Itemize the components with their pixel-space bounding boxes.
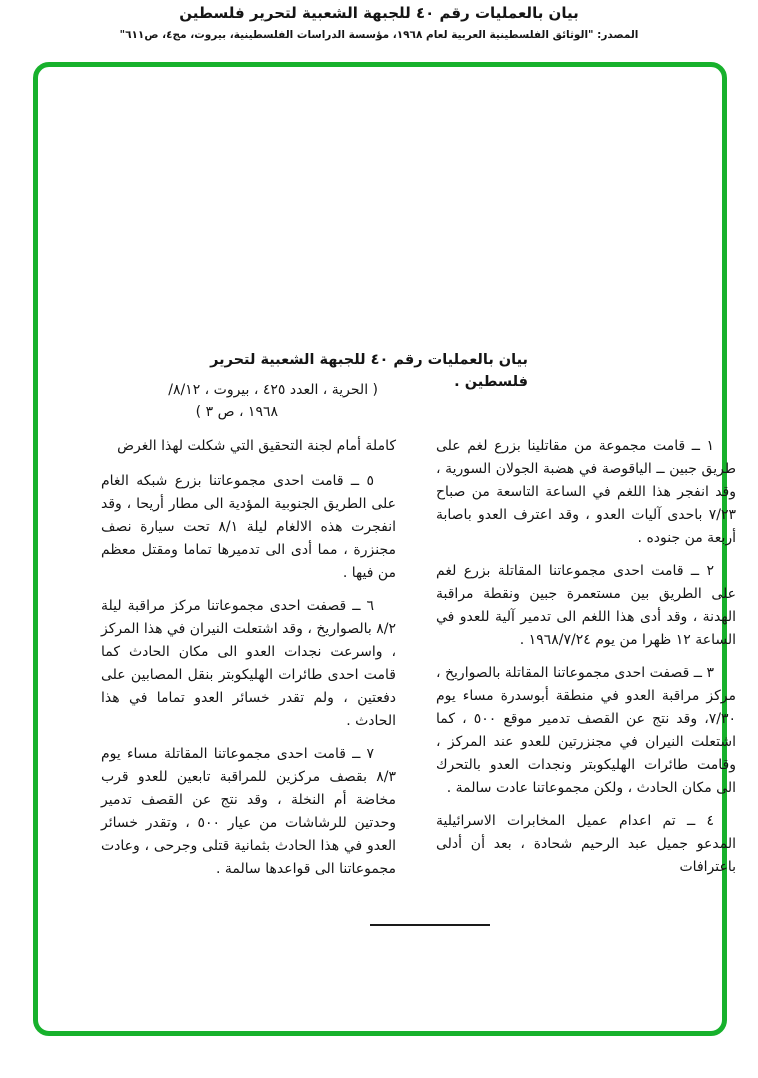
paragraph-4-continuation: كاملة أمام لجنة التحقيق التي شكلت لهذا الغرض — [117, 438, 396, 454]
column-left — [101, 435, 396, 891]
citation-line-2: ١٩٦٨ ، ص ٣ ) — [195, 404, 278, 420]
page-header-source: المصدر: "الوثائق الفلسطينية العربية لعام ١٩٦٨، مؤسسة الدراسات الفلسطينية، بيروت، مج٤، ص٦١١" — [119, 29, 639, 41]
paragraph-1: ١ ــ قامت مجموعة من مقاتلينا بزرع لغم على طريق جبين ــ الياقوصة في هضبة الجولان السورية ، وقد انفجر هذا اللغم في الساعة التاسعة من صباح ٧/٢٣ باحدى آليات العدو ، وقد اعترف العدو باصابة أربعة من جنوده . — [436, 438, 736, 546]
paragraph-7: ٧ ــ قامت احدى مجموعاتنا المقاتلة مساء يوم ٨/٣ بقصف مركزين للمراقبة تابعين للعدو قرب مخاضة أم النخلة ، وقد نتج عن القصف تدمير وحدتين للرشاشات من عيار ٥٠٠ ، وتقدر خسائر العدو في هذا الحادث بثمانية قتلى وجرحى ، وعادت مجموعاتنا الى قواعدها سالمة . — [101, 746, 396, 877]
document-title: بيان بالعمليات رقم ٤٠ للجبهة الشعبية لتحرير فلسطين . — [210, 352, 528, 390]
citation-line-1: ( الحرية ، العدد ٤٢٥ ، بيروت ، ٨/١٢/ — [168, 382, 378, 398]
document-scan-frame — [33, 62, 736, 1036]
divider-line — [370, 924, 490, 926]
page-header — [0, 4, 758, 41]
paragraph-4: ٤ ــ تم اعدام عميل المخابرات الاسرائيلية المدعو جميل عبد الرحيم شحادة ، بعد أن أدلى باعترافات — [436, 813, 736, 875]
paragraph-6: ٦ ــ قصفت احدى مجموعاتنا مركز مراقبة ليلة ٨/٢ بالصواريخ ، وقد اشتعلت النيران في هذا المركز ، واسرعت نجدات العدو الى مكان الحادث كما قامت احدى طائرات الهليكوبتر بنقل المصابين على دفعتين ، ولم تقدر خسائر العدو تماما في هذا الحادث . — [101, 598, 396, 729]
paragraph-3: ٣ ــ قصفت احدى مجموعاتنا المقاتلة بالصواريخ ، مركز مراقبة العدو في منطقة أبوسدرة مساء يوم ٧/٣٠، وقد نتج عن القصف تدمير موقع ٥٠٠ ، كما اشتعلت النيران في مجنزرتين للعدو عند المركز ، وقامت طائرات الهليكوبتر ونجدات العدو بالتحرك الى مكان الحادث ، ولكن مجموعاتنا عادت سالمة . — [436, 665, 736, 796]
page-header-title: بيان بالعمليات رقم ٤٠ للجبهة الشعبية لتحرير فلسطين — [179, 4, 579, 22]
document-citation — [126, 379, 378, 423]
document-body-columns — [101, 435, 736, 891]
paragraph-2: ٢ ــ قامت احدى مجموعاتنا المقاتلة بزرع لغم على الطريق بين مستعمرة جبين ونقطة مراقبة الهدنة ، وقد أدى هذا اللغم الى تدمير آلية للعدو في الساعة ١٢ ظهرا من يوم ١٩٦٨/٧/٢٤ . — [436, 563, 736, 648]
paragraph-5: ٥ ــ قامت احدى مجموعاتنا بزرع شبكه الغام على الطريق الجنوبية المؤدية الى مطار أريحا ، وقد انفجرت هذه الالغام ليلة ٨/١ تحت سيارة نصف مجنزرة ، مما أدى الى تدميرها تماما ومقتل معظم من فيها . — [101, 473, 396, 581]
column-right — [436, 435, 736, 891]
